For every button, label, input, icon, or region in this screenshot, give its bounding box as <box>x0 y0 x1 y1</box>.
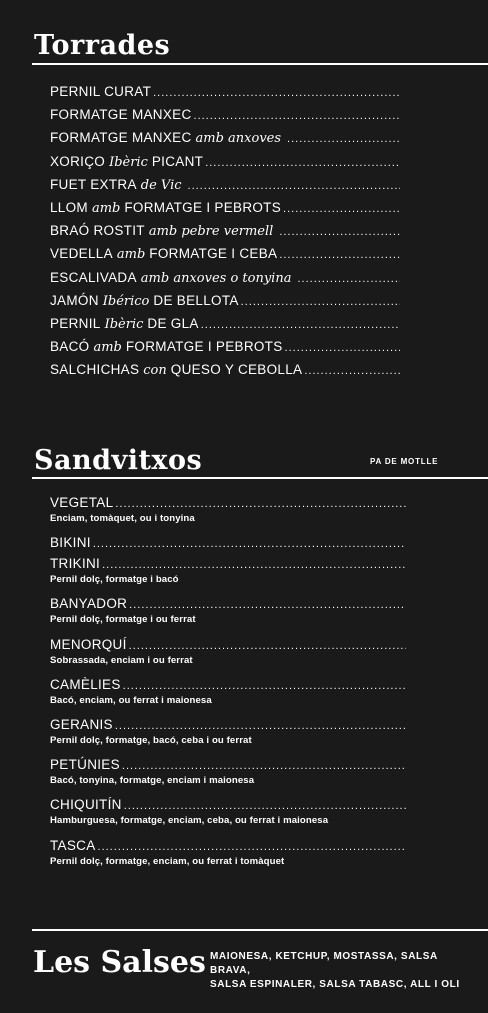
sandvitxos-item-row <box>50 554 406 573</box>
torrades-item-it: Ibèric <box>104 316 144 332</box>
sandvitxos-item-row <box>50 675 406 694</box>
torrades-item-it: Ibérico <box>102 293 150 309</box>
sandvitxos-item-row <box>50 635 406 654</box>
torrades-item-post: PICANT <box>151 153 204 169</box>
torrades-item <box>50 312 400 335</box>
sandvitxos-item-desc: Pernil dolç, formatge, enciam, ou ferrat i tomàquet <box>50 855 285 867</box>
sandvitxos-item <box>50 836 406 876</box>
dot-leader <box>279 244 400 265</box>
sandvitxos-item-row <box>50 493 406 512</box>
sandvitxos-item-row <box>50 715 406 734</box>
sandvitxos-item-row <box>50 533 406 552</box>
torrades-item-pre: BACÓ <box>50 339 90 355</box>
sandvitxos-item <box>50 635 406 675</box>
torrades-item <box>50 103 400 126</box>
torrades-item-post: QUESO Y CEBOLLA <box>170 362 303 378</box>
sandvitxos-item <box>50 715 406 755</box>
torrades-item-it: amb pebre vermell <box>148 224 274 240</box>
torrades-item <box>50 266 400 289</box>
torrades-item <box>50 242 400 265</box>
dot-leader <box>201 314 400 335</box>
sandvitxos-item-name: BANYADOR <box>50 596 128 612</box>
dot-leader <box>98 838 406 855</box>
torrades-item <box>50 219 400 242</box>
sandvitxos-title: Sandvitxos <box>34 445 203 476</box>
salses-rule <box>32 929 488 931</box>
sandvitxos-item-name: PETÚNIES <box>50 757 120 773</box>
sandvitxos-item-row <box>50 836 406 855</box>
sandvitxos-item-desc: Pernil dolç, formatge, bacó, ceba i ou ferrat <box>50 734 252 746</box>
torrades-item <box>50 126 400 149</box>
sandvitxos-item <box>50 795 406 835</box>
sandvitxos-item-name: VEGETAL <box>50 495 114 510</box>
sandvitxos-item <box>50 594 406 634</box>
torrades-item-pre: PERNIL <box>50 315 101 331</box>
salses-line-1: MAIONESA, KETCHUP, MOSTASSA, SALSA BRAVA, <box>210 951 438 976</box>
torrades-item-pre: SALCHICHAS <box>50 362 140 378</box>
sandvitxos-item-name: MENORQUÍ <box>50 636 127 652</box>
torrades-item-it: amb anxoves <box>195 131 282 147</box>
torrades-item-pre: FORMATGE MANXEC <box>50 107 192 123</box>
dot-leader <box>93 535 406 552</box>
sandvitxos-item-desc: Enciam, tomàquet, ou i tonyina <box>50 513 195 524</box>
torrades-item-post: DE GLA <box>147 315 199 331</box>
sandvitxos-item-name: CHIQUITÍN <box>50 797 122 813</box>
torrades-item-it: amb <box>93 340 122 356</box>
sandvitxos-item-desc: Bacó, enciam, ou ferrat i maionesa <box>50 694 212 706</box>
sandvitxos-item-name: BIKINI <box>50 535 91 551</box>
torrades-item-it: amb <box>116 247 146 263</box>
dot-leader <box>241 291 400 312</box>
torrades-item <box>50 80 400 103</box>
dot-leader <box>285 337 400 358</box>
salses-title: Les Salses <box>33 945 206 980</box>
dot-leader <box>153 82 400 103</box>
sandvitxos-item-name: CAMÈLIES <box>50 676 121 692</box>
dot-leader <box>129 596 406 613</box>
sandvitxos-rule <box>32 477 488 479</box>
torrades-item-pre: FORMATGE MANXEC <box>50 130 192 146</box>
torrades-item-pre: VEDELLA <box>50 246 113 262</box>
dot-leader <box>115 495 406 512</box>
dot-leader <box>188 175 400 196</box>
torrades-item-it: de Vic <box>140 177 182 193</box>
torrades-item-pre: XORIÇO <box>50 153 106 169</box>
sandvitxos-item-row <box>50 755 406 774</box>
torrades-item <box>50 173 400 196</box>
sandvitxos-item <box>50 675 406 715</box>
sandvitxos-item <box>50 533 406 554</box>
dot-leader <box>283 198 400 219</box>
torrades-item <box>50 150 400 173</box>
sandvitxos-item <box>50 493 406 533</box>
torrades-item-it: amb anxoves o tonyina <box>140 270 292 286</box>
torrades-item-pre: PERNIL CURAT <box>50 84 152 99</box>
dot-leader <box>287 128 400 149</box>
dot-leader <box>124 797 406 814</box>
torrades-item-pre: JAMÓN <box>50 292 99 308</box>
torrades-item-it: con <box>143 363 167 379</box>
sandvitxos-item-desc: Bacó, tonyina, formatge, enciam i maionesa <box>50 775 255 787</box>
sandvitxos-item-name: GERANIS <box>50 716 113 732</box>
torrades-item <box>50 358 400 381</box>
torrades-item-pre: LLOM <box>50 199 88 215</box>
dot-leader <box>123 677 406 694</box>
sandvitxos-item-desc: Pernil dolç, formatge i bacó <box>50 574 179 586</box>
dot-leader <box>205 152 400 173</box>
sandvitxos-item-row <box>50 594 406 613</box>
torrades-item <box>50 196 400 219</box>
dot-leader <box>304 360 400 381</box>
torrades-item-it: amb <box>91 200 121 216</box>
dot-leader <box>129 637 406 654</box>
sandvitxos-item-name: TRIKINI <box>50 556 101 572</box>
sandvitxos-subtitle: PA DE MOTLLE <box>370 457 439 466</box>
torrades-rule <box>32 63 488 65</box>
dot-leader <box>115 717 406 734</box>
sandvitxos-item-desc: Hamburguesa, formatge, enciam, ceba, ou ferrat i maionesa <box>50 815 329 827</box>
torrades-item <box>50 335 400 358</box>
torrades-item <box>50 289 400 312</box>
sandvitxos-item-desc: Sobrassada, enciam i ou ferrat <box>50 654 193 666</box>
dot-leader <box>102 556 406 573</box>
torrades-item-post: DE BELLOTA <box>153 292 239 308</box>
sandvitxos-list <box>50 493 406 876</box>
sandvitxos-item-desc: Pernil dolç, formatge i ou ferrat <box>50 614 196 626</box>
torrades-item-pre: BRAÓ ROSTIT <box>50 223 145 239</box>
torrades-item-post: FORMATGE I PEBROTS <box>125 339 283 355</box>
torrades-item-pre: FUET EXTRA <box>50 176 137 192</box>
dot-leader <box>279 221 400 242</box>
torrades-item-post: FORMATGE I PEBROTS <box>124 199 282 215</box>
torrades-title: Torrades <box>34 30 171 61</box>
salses-line-2: SALSA ESPINALER, SALSA TABASC, ALL I OLI <box>210 979 460 990</box>
salses-list <box>210 950 480 992</box>
sandvitxos-item-name: TASCA <box>50 837 96 853</box>
sandvitxos-item <box>50 755 406 795</box>
torrades-item-pre: ESCALIVADA <box>50 269 137 285</box>
dot-leader <box>194 105 400 126</box>
torrades-item-post: FORMATGE I CEBA <box>149 246 278 262</box>
sandvitxos-item <box>50 554 406 594</box>
sandvitxos-item-row <box>50 795 406 814</box>
torrades-item-it: Ibèric <box>109 154 148 170</box>
torrades-list <box>50 80 400 381</box>
dot-leader <box>297 268 400 289</box>
dot-leader <box>122 757 406 774</box>
